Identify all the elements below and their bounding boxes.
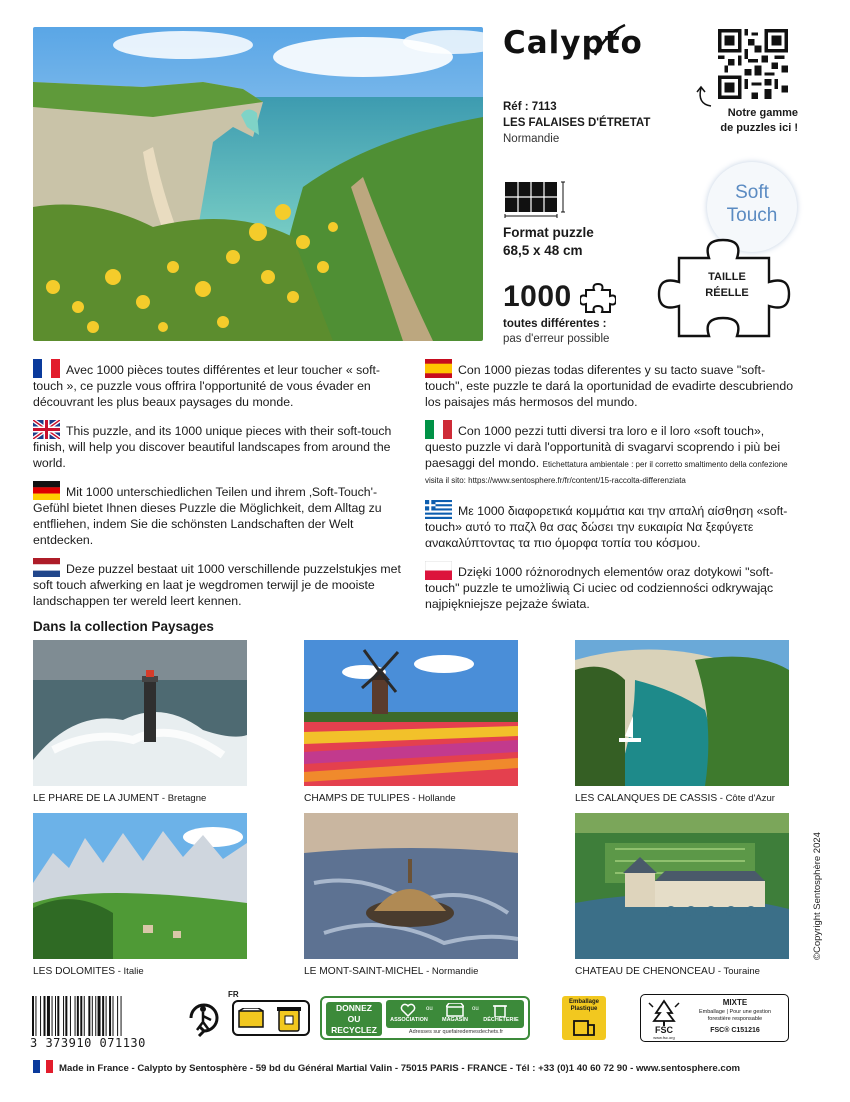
pieces-sub-line: pas d'erreur possible	[503, 333, 610, 345]
text-it-body: Con 1000 pezzi tutti diversi tra loro e il loro «soft touch», questo puzzle vi darà l'opportunità di svagarvi scoprendo i più bei paesaggi del mondo.	[425, 424, 781, 470]
caption-phare-region: Bretagne	[167, 793, 207, 804]
flag-gr-icon	[425, 500, 452, 519]
format-size: 68,5 x 48 cm	[503, 243, 583, 258]
fsc-logo-text: FSC	[655, 1025, 673, 1035]
product-title: LES FALAISES D'ÉTRETAT	[503, 117, 651, 129]
caption-tulipes-region: Hollande	[418, 793, 456, 804]
donnez-recyclez-label	[326, 1002, 382, 1036]
emballage-text	[562, 999, 606, 1013]
caption-calanques-name: LES CALANQUES DE CASSIS	[575, 793, 718, 804]
fsc-badge	[640, 994, 789, 1042]
brand-logo	[503, 25, 643, 61]
format-info	[503, 224, 594, 260]
thumb-phare-jument	[33, 640, 247, 786]
triman-icon	[185, 998, 223, 1038]
footer-address	[33, 1060, 740, 1074]
copyright-text: ©Copyright Sentosphère 2024	[812, 832, 823, 960]
flag-fr-icon	[33, 1060, 53, 1073]
caption-phare-name: LE PHARE DE LA JUMENT	[33, 793, 160, 804]
flag-es-icon	[425, 359, 452, 378]
text-de-body: Mit 1000 unterschiedlichen Teilen und ihrem ‚Soft-Touch'-Gefühl bietet Ihnen dieses Puzzle die Möglichkeit, dem Alltag zu entfliehen, indem Sie die schönsten Landschaften der Welt entdecken.	[33, 485, 382, 547]
caption-tulipes	[304, 793, 456, 804]
caption-phare	[33, 793, 206, 804]
text-es-body: Con 1000 piezas todas diferentes y su tacto suave "soft-touch", este puzzle te dará la oportunidad de evadirte descubriendo los paisajes más hermosos del mundo.	[425, 363, 794, 409]
text-nl	[33, 558, 403, 609]
flag-nl-icon	[33, 558, 60, 577]
real-size-line2: RÉELLE	[705, 287, 749, 299]
text-pl	[425, 561, 795, 612]
real-size-line1: TAILLE	[708, 271, 746, 283]
qr-note-line2: de puzzles ici !	[720, 122, 798, 134]
puzzle-piece-icon	[580, 282, 616, 314]
or-label-2: ou	[472, 1006, 479, 1012]
donnez-icons-bar	[386, 1000, 524, 1028]
thumb-dolomites	[33, 813, 247, 959]
thumb-chenonceau	[575, 813, 789, 959]
fsc-line1: Emballage | Pour une gestion	[698, 1009, 772, 1015]
text-es	[425, 359, 795, 410]
pieces-note	[503, 317, 609, 347]
shop-icon	[446, 1003, 464, 1017]
caption-separator: -	[409, 793, 419, 804]
caption-chenonceau-name: CHATEAU DE CHENONCEAU	[575, 966, 716, 977]
product-ref: Réf : 7113	[503, 101, 557, 113]
packaging-icon	[572, 1015, 596, 1037]
caption-chenonceau-region: Touraine	[723, 966, 760, 977]
caption-dolomites-name: LES DOLOMITES	[33, 966, 116, 977]
tri-fr-label: FR	[228, 990, 239, 999]
text-it	[425, 420, 795, 487]
recycle-bin-icon	[276, 1004, 302, 1032]
emballage-line2: Plastique	[570, 1006, 598, 1012]
donnez-recyclez-box	[320, 996, 530, 1040]
flag-de-icon	[33, 481, 60, 500]
soft-touch-line1: Soft	[735, 182, 769, 203]
real-size-label	[690, 269, 764, 301]
caption-separator: -	[423, 966, 432, 977]
magasin-label: MAGASIN	[442, 1017, 468, 1023]
caption-separator: -	[715, 966, 724, 977]
fsc-desc	[685, 1009, 785, 1023]
size-puzzle-icon	[503, 178, 569, 220]
format-label: Format puzzle	[503, 225, 594, 240]
text-it-env-note: Etichettatura ambientale : per il corretto smaltimento della confezione visita il sito: https://www.sentosphere.fr/fr/content/15-raccolta-differenziata	[425, 460, 788, 485]
barcode-number: 3 373910 071130	[30, 1036, 146, 1050]
decheterie-label: DÉCHÈTERIE	[483, 1017, 519, 1023]
caption-separator: -	[159, 793, 168, 804]
fsc-code: FSC® C151216	[710, 1027, 760, 1034]
footer-text: Made in France - Calypto by Sentosphère - 59 bd du Général Martial Valin - 75015 PARIS - FRANCE - Tél : +33 (0)1 40 60 72 90 - www.sentosphere.com	[59, 1063, 741, 1074]
fsc-tree-icon	[647, 999, 681, 1027]
product-info	[503, 99, 650, 147]
tri-info-box	[228, 990, 314, 1040]
qr-note	[708, 106, 798, 136]
bin-icon	[492, 1003, 508, 1017]
hero-photo-etretat	[33, 27, 483, 341]
arrow-icon	[693, 84, 715, 108]
text-fr	[33, 359, 403, 410]
calypto-swoosh-icon	[589, 23, 629, 61]
ou-text: OU	[347, 1014, 361, 1024]
caption-dolomites	[33, 966, 144, 977]
soft-touch-line2: Touch	[726, 205, 778, 226]
collection-title: Dans la collection Paysages	[33, 619, 214, 634]
flag-uk-icon	[33, 420, 60, 439]
thumb-mont-saint-michel	[304, 813, 518, 959]
recycle-url: Adresses sur quefairedemesdechets.fr	[408, 1029, 504, 1035]
recyclez-text: RECYCLEZ	[331, 1025, 377, 1035]
caption-chenonceau	[575, 966, 760, 977]
caption-calanques-region: Côte d'Azur	[725, 793, 775, 804]
flag-it-icon	[425, 420, 452, 439]
heart-icon	[400, 1003, 416, 1017]
caption-mont-region: Normandie	[431, 966, 479, 977]
text-en	[33, 420, 403, 471]
caption-separator: -	[115, 966, 124, 977]
donnez-text: DONNEZ	[336, 1003, 372, 1013]
caption-tulipes-name: CHAMPS DE TULIPES	[304, 793, 410, 804]
pieces-note-line: toutes différentes :	[503, 318, 607, 330]
emballage-plastique-badge	[562, 996, 606, 1040]
text-fr-body: Avec 1000 pièces toutes différentes et leur toucher « soft-touch », ce puzzle vous offrira l'opportunité de vous évader en découvrant les plus beaux paysages du monde.	[33, 363, 380, 409]
caption-mont	[304, 966, 478, 977]
flag-fr-icon	[33, 359, 60, 378]
flag-pl-icon	[425, 561, 452, 580]
text-en-body: This puzzle, and its 1000 unique pieces with their soft-touch finish, will help you discover beautiful landscapes from around the world.	[33, 424, 392, 470]
assoc-label: ASSOCIATION	[390, 1017, 428, 1023]
box-icon	[238, 1008, 264, 1028]
fsc-line2: forestière responsable	[707, 1016, 763, 1022]
caption-calanques	[575, 793, 775, 804]
caption-separator: -	[717, 793, 726, 804]
caption-dolomites-region: Italie	[123, 966, 144, 977]
text-el	[425, 500, 795, 551]
fsc-mixte: MIXTE	[722, 998, 748, 1007]
product-region: Normandie	[503, 133, 560, 145]
emballage-line1: Emballage	[568, 999, 599, 1005]
barcode	[30, 996, 154, 1040]
qr-code-icon[interactable]	[718, 29, 788, 99]
text-nl-body: Deze puzzel bestaat uit 1000 verschillende puzzelstukjes met soft touch afwerking en laat je wegdromen terwijl je de mooiste landschappen ter wereld leert kennen.	[33, 562, 401, 608]
fsc-url: www.fsc.org	[653, 1035, 675, 1040]
thumb-calanques-cassis	[575, 640, 789, 786]
text-el-body: Με 1000 διαφορετικά κομμάτια και την απαλή αίσθηση «soft-touch» αυτό το παζλ θα σας δώσει την ευκαιρία Να ξεφύγετε ανακαλύπτοντας τα πιο όμορφα τοπία του κόσμου.	[425, 504, 788, 550]
or-label-1: ou	[426, 1006, 433, 1012]
brand-name: Calypto	[503, 25, 643, 61]
text-de	[33, 481, 403, 548]
piece-count: 1000	[503, 280, 572, 313]
thumb-champs-tulipes	[304, 640, 518, 786]
caption-mont-name: LE MONT-SAINT-MICHEL	[304, 966, 424, 977]
qr-note-line1: Notre gamme	[727, 107, 798, 119]
text-pl-body: Dzięki 1000 różnorodnych elementów oraz dotykowi "soft-touch" puzzle te umożliwią Ci uciec od codzienności odkrywając najpiękniejsze pejzaże świata.	[425, 565, 774, 611]
